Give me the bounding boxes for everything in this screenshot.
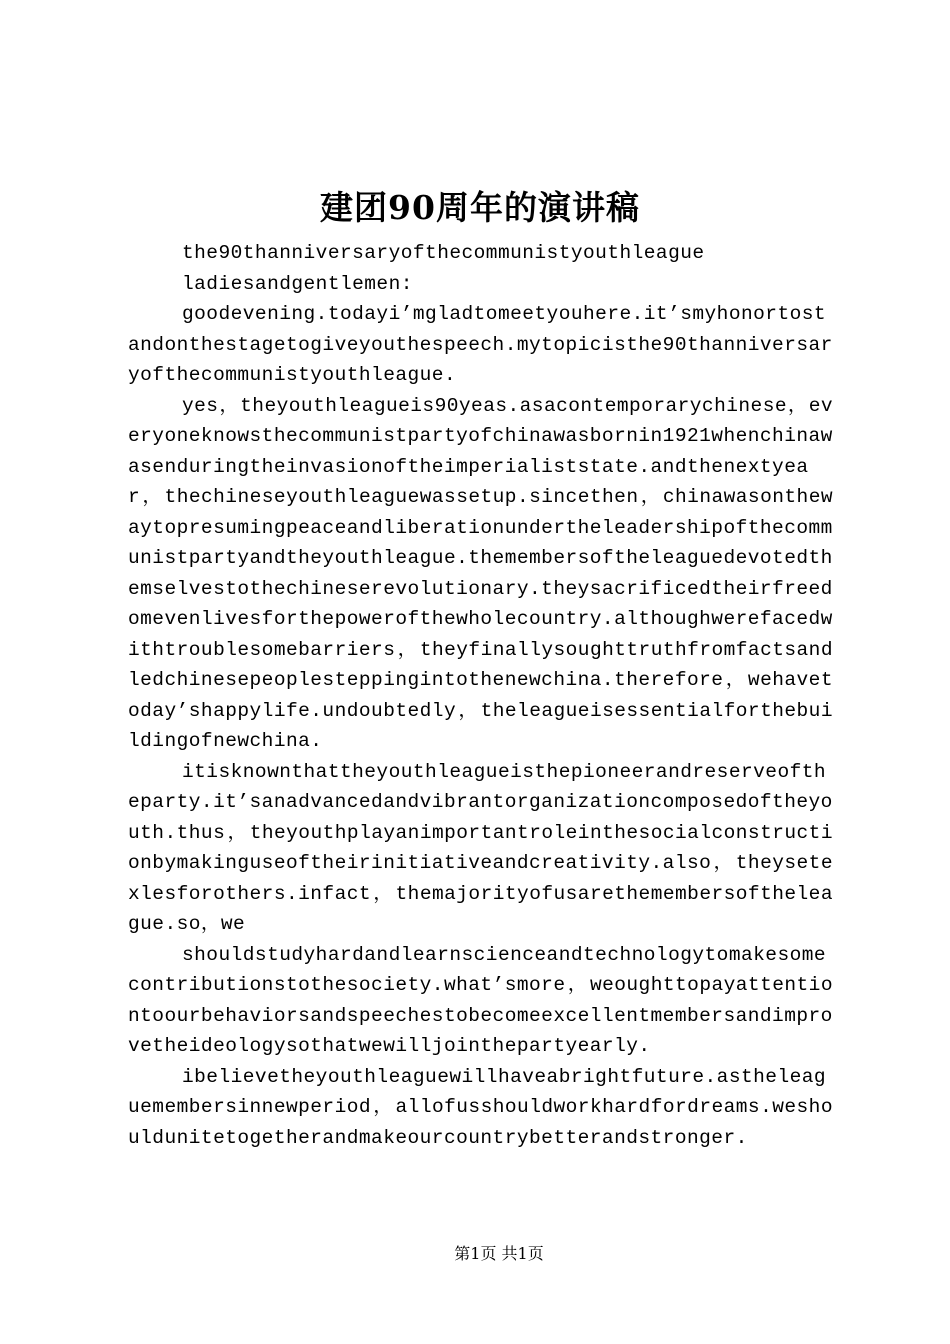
paragraph-duty: shouldstudyhardandlearnscienceandtechnologytomakesomecontributionstothesociety.what’smore，weoughttopayattentiontoourbehaviorsandspeechestobecomeexcellentmembersandimprovetheideologysothatwewilljointhepartyearly. bbox=[128, 943, 833, 1057]
paragraph-closing: ibelievetheyouthleaguewillhaveabrightfuture.astheleaguemembersinnewperiod，allofusshouldworkhardfordreams.weshouldunitetogetherandmakeourcountrybetterandstronger. bbox=[128, 1065, 833, 1149]
paragraph-history: yes，theyouthleagueis90yeas.asacontemporarychinese，everyoneknowsthecommunistpartyofchinawasbornin1921whenchinawasenduringtheinvasionoftheimperialiststate.andthenextyear，thechineseyouthleaguewassetup.sincethen，chinawasonthewaytopresumingpeaceandliberationundertheleadershipofthecommunistpartyandtheyouthleague.themembersoftheleaguedevotedthemselvestothechineserevolutionary.theysacrificedtheirfreedomevenlivesforthepowerofthewholecountry.althoughwerefacedwithtroublesomebarriers，theyfinallysoughttruthfromfactsandledchinesepeoplesteppingintothenewchina.therefore，wehavetoday’shappylife.undoubtedly，theleagueisessentialforthebuildingofnewchina. bbox=[128, 394, 833, 752]
paragraph-heading: the90thanniversaryofthecommunistyouthleague bbox=[182, 242, 705, 264]
paragraph-salutation: ladiesandgentlemen: bbox=[182, 272, 413, 295]
paragraph-opening: goodevening.todayi’mgladtomeetyouhere.it’smyhonortostandonthestagetogiveyouthespeech.mytopicisthe90thanniversaryofthecommunistyouthleague. bbox=[128, 303, 833, 386]
document-title: 建团90周年的演讲稿 bbox=[320, 188, 640, 227]
document-body bbox=[128, 238, 833, 1153]
page-footer: 第1页 共1页 bbox=[454, 1244, 544, 1263]
paragraph-role: itisknownthattheyouthleagueisthepioneerandreserveoftheparty.it’sanadvancedandvibrantorganizationcomposedoftheyouth.thus，theyouthplayanimportantroleinthesocialconstructionbymakinguseoftheirinitiativeandcreativity.also，theysetexlesforothers.infact，themajorityofusarethemembersoftheleague.so，we bbox=[128, 760, 833, 935]
